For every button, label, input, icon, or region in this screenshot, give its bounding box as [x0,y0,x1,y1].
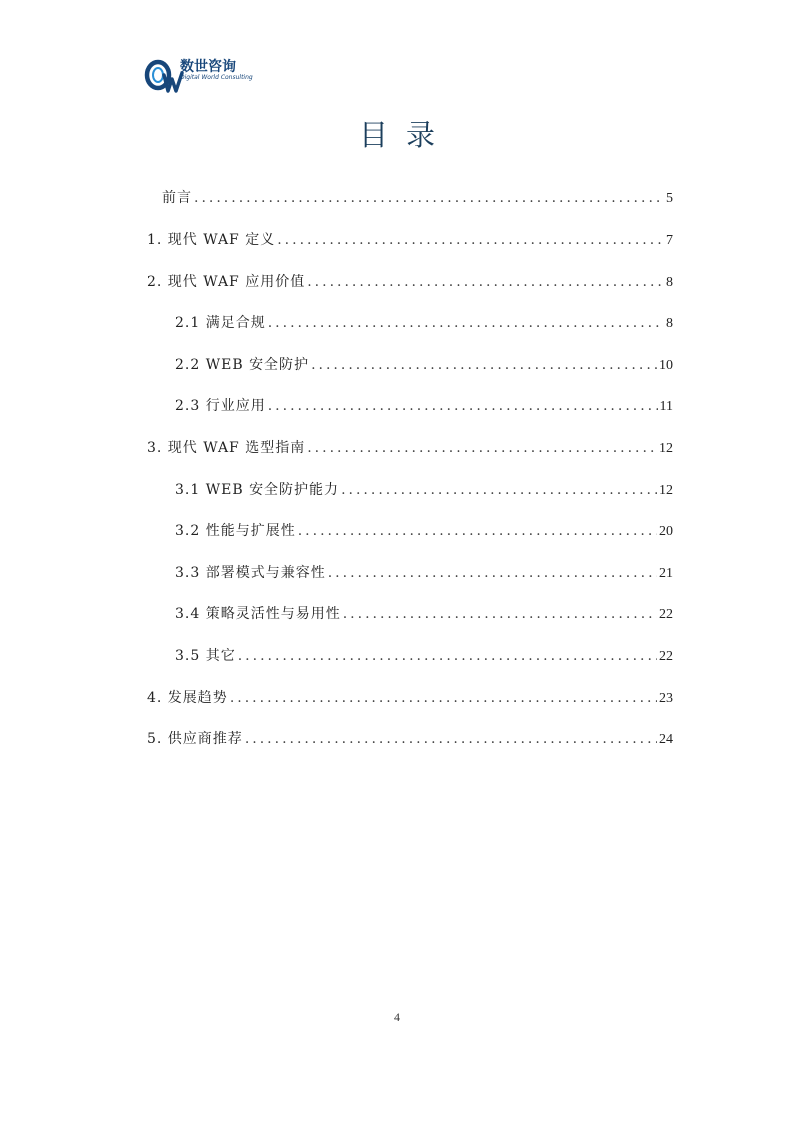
page-number: 4 [394,1010,400,1024]
toc-dot-leader [194,188,664,208]
toc-entry-page: 12 [659,483,673,498]
toc-entry-page: 10 [659,358,673,373]
toc-dot-leader [307,272,664,292]
toc-entry-5[interactable] [147,729,673,749]
toc-entry-3-2[interactable] [175,521,673,541]
toc-dot-leader [268,396,658,416]
toc-dot-leader [268,313,664,333]
toc-entry-label: 3.5 其它 [175,648,236,664]
toc-entry-page: 8 [666,316,673,331]
toc-dot-leader [328,563,657,583]
toc-dot-leader [245,729,657,749]
toc-dot-leader [277,230,664,250]
toc-entry-label: 3.2 性能与扩展性 [175,523,296,539]
toc-entry-label: 3.4 策略灵活性与易用性 [175,606,341,622]
toc-entry-page: 22 [659,649,673,664]
toc-entry-2[interactable] [147,272,673,292]
toc-entry-label: 2.3 行业应用 [175,398,266,414]
toc-entry-page: 8 [666,275,673,290]
toc-entry-label: 前言 [162,190,192,206]
toc-entry-preface[interactable] [162,188,673,208]
toc-entry-label: 5. 供应商推荐 [147,731,243,747]
toc-entry-page: 23 [659,691,673,706]
toc-entry-label: 3. 现代 WAF 选型指南 [147,440,306,456]
toc-entry-label: 2.1 满足合规 [175,315,266,331]
toc-entry-label: 3.1 WEB 安全防护能力 [175,482,340,498]
toc-entry-2-2[interactable] [175,355,673,375]
toc-entry-page: 21 [659,566,673,581]
toc-dot-leader [307,438,657,458]
toc-entry-label: 2. 现代 WAF 应用价值 [147,274,306,290]
toc-dot-leader [343,604,657,624]
toc-entry-3-5[interactable] [175,646,673,666]
toc-entry-label: 4. 发展趋势 [147,690,228,706]
toc-entry-3-1[interactable] [175,480,673,500]
logo-english-name: Digital World Consulting [180,74,253,81]
toc-entry-4[interactable] [147,688,673,708]
toc-entry-label: 3.3 部署模式与兼容性 [175,565,326,581]
page-title: 目录 [358,118,453,152]
toc-entry-label: 2.2 WEB 安全防护 [175,357,310,373]
toc-entry-page: 5 [666,191,673,206]
toc-entry-page: 11 [659,399,673,414]
toc-entry-label: 1. 现代 WAF 定义 [147,232,276,248]
toc-entry-page: 12 [659,441,673,456]
toc-entry-2-1[interactable] [175,313,673,333]
logo-mark-icon [144,55,184,95]
toc-entry-1[interactable] [147,230,673,250]
toc-dot-leader [311,355,657,375]
company-logo [144,55,264,97]
toc-entry-3-3[interactable] [175,563,673,583]
toc-dot-leader [238,646,657,666]
logo-chinese-name: 数世咨询 [180,59,236,75]
toc-entry-3[interactable] [147,438,673,458]
toc-dot-leader [230,688,657,708]
toc-dot-leader [341,480,657,500]
toc-entry-page: 22 [659,607,673,622]
toc-entry-3-4[interactable] [175,604,673,624]
toc-entry-page: 20 [659,524,673,539]
toc-dot-leader [298,521,657,541]
toc-entry-2-3[interactable] [175,396,673,416]
toc-entry-page: 7 [666,233,673,248]
toc-entry-page: 24 [659,732,673,747]
